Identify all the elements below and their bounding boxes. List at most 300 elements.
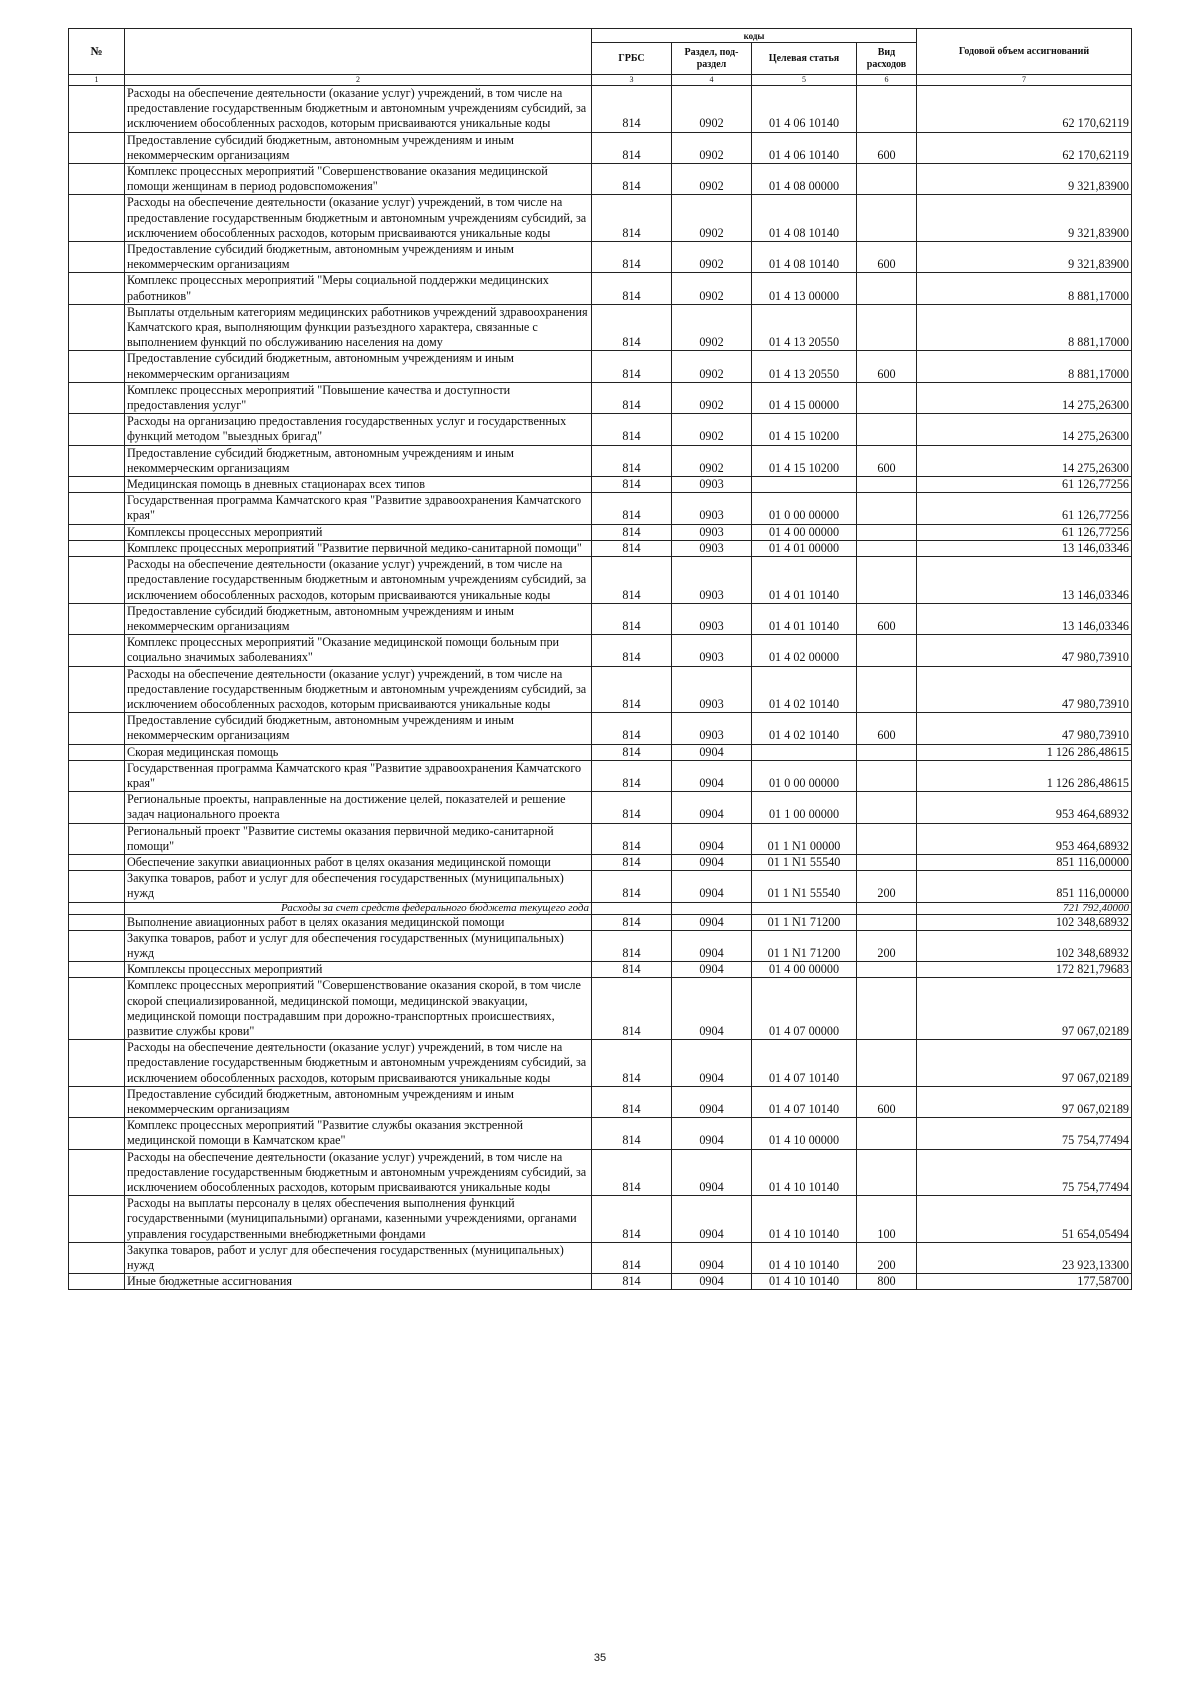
table-row	[69, 978, 1132, 1040]
row-description: Расходы на выплаты персоналу в целях обеспечения выполнения функций государственными (муниципальными) органами, казенными учреждениями, органами управления государственными внебюджетными фондами	[125, 1196, 592, 1243]
row-description: Закупка товаров, работ и услуг для обеспечения государственных (муниципальных) нужд	[125, 1242, 592, 1273]
table-row	[69, 666, 1132, 713]
row-number-cell	[69, 132, 125, 163]
row-annual-amount: 9 321,83900	[917, 164, 1132, 195]
row-target-article: 01 4 15 00000	[752, 382, 857, 413]
row-expense-type: 200	[857, 871, 917, 902]
row-annual-amount: 953 464,68932	[917, 823, 1132, 854]
table-row	[69, 930, 1132, 961]
row-grbs-code: 814	[592, 854, 672, 870]
row-description: Обеспечение закупки авиационных работ в целях оказания медицинской помощи	[125, 854, 592, 870]
row-expense-type	[857, 823, 917, 854]
row-number-cell	[69, 242, 125, 273]
row-description: Расходы на обеспечение деятельности (оказание услуг) учреждений, в том числе на предоставление государственным бюджетным и автономным учреждениям субсидий, за исключением обособленных расходов, которым присваиваются уникальные коды	[125, 557, 592, 604]
row-annual-amount: 62 170,62119	[917, 86, 1132, 133]
header-celevaya: Целевая статья	[752, 43, 857, 75]
row-expense-type	[857, 1118, 917, 1149]
row-razdel-code: 0904	[672, 1242, 752, 1273]
table-header	[69, 29, 1132, 86]
row-description: Расходы на организацию предоставления государственных услуг и государственных функций методом "выездных бригад"	[125, 414, 592, 445]
table-row	[69, 635, 1132, 666]
row-expense-type	[857, 382, 917, 413]
row-grbs-code: 814	[592, 930, 672, 961]
row-annual-amount: 14 275,26300	[917, 382, 1132, 413]
row-annual-amount: 75 754,77494	[917, 1118, 1132, 1149]
row-target-article: 01 1 N1 55540	[752, 871, 857, 902]
row-expense-type	[857, 557, 917, 604]
table-row	[69, 414, 1132, 445]
row-razdel-code	[672, 902, 752, 914]
row-annual-amount: 61 126,77256	[917, 493, 1132, 524]
row-annual-amount: 61 126,77256	[917, 477, 1132, 493]
row-razdel-code: 0904	[672, 1149, 752, 1196]
row-expense-type	[857, 962, 917, 978]
row-grbs-code: 814	[592, 477, 672, 493]
row-razdel-code: 0904	[672, 871, 752, 902]
row-target-article: 01 1 00 00000	[752, 792, 857, 823]
row-number-cell	[69, 477, 125, 493]
row-number-cell	[69, 854, 125, 870]
row-razdel-code: 0902	[672, 132, 752, 163]
row-annual-amount: 8 881,17000	[917, 351, 1132, 382]
row-description: Расходы на обеспечение деятельности (оказание услуг) учреждений, в том числе на предоставление государственным бюджетным и автономным учреждениям субсидий, за исключением обособленных расходов, которым присваиваются уникальные коды	[125, 1040, 592, 1087]
row-annual-amount: 23 923,13300	[917, 1242, 1132, 1273]
row-grbs-code: 814	[592, 914, 672, 930]
row-annual-amount: 13 146,03346	[917, 603, 1132, 634]
row-annual-amount: 97 067,02189	[917, 978, 1132, 1040]
row-target-article: 01 4 01 00000	[752, 540, 857, 556]
header-num: №	[69, 29, 125, 75]
row-expense-type	[857, 635, 917, 666]
table-row	[69, 195, 1132, 242]
budget-table	[68, 28, 1132, 1290]
row-expense-type: 600	[857, 445, 917, 476]
row-target-article: 01 4 10 10140	[752, 1149, 857, 1196]
row-annual-amount: 172 821,79683	[917, 962, 1132, 978]
row-grbs-code: 814	[592, 760, 672, 791]
row-expense-type: 800	[857, 1274, 917, 1290]
row-grbs-code: 814	[592, 635, 672, 666]
row-number-cell	[69, 273, 125, 304]
row-razdel-code: 0903	[672, 557, 752, 604]
row-razdel-code: 0904	[672, 854, 752, 870]
table-row	[69, 760, 1132, 791]
row-description: Расходы на обеспечение деятельности (оказание услуг) учреждений, в том числе на предоставление государственным бюджетным и автономным учреждениям субсидий, за исключением обособленных расходов, которым присваиваются уникальные коды	[125, 666, 592, 713]
table-row	[69, 1149, 1132, 1196]
table-row	[69, 132, 1132, 163]
row-grbs-code: 814	[592, 414, 672, 445]
table-row	[69, 603, 1132, 634]
row-annual-amount: 14 275,26300	[917, 414, 1132, 445]
col-number: 4	[672, 75, 752, 86]
row-expense-type	[857, 978, 917, 1040]
table-row	[69, 164, 1132, 195]
row-grbs-code: 814	[592, 713, 672, 744]
row-expense-type	[857, 914, 917, 930]
row-target-article: 01 4 01 10140	[752, 557, 857, 604]
row-expense-type	[857, 1149, 917, 1196]
row-grbs-code: 814	[592, 86, 672, 133]
row-razdel-code: 0904	[672, 760, 752, 791]
row-number-cell	[69, 524, 125, 540]
row-grbs-code: 814	[592, 1274, 672, 1290]
row-number-cell	[69, 351, 125, 382]
row-description: Комплексы процессных мероприятий	[125, 524, 592, 540]
row-grbs-code: 814	[592, 557, 672, 604]
row-description: Предоставление субсидий бюджетным, автономным учреждениям и иным некоммерческим организациям	[125, 1086, 592, 1117]
row-razdel-code: 0903	[672, 713, 752, 744]
row-description: Скорая медицинская помощь	[125, 744, 592, 760]
row-expense-type: 600	[857, 603, 917, 634]
row-target-article: 01 1 N1 00000	[752, 823, 857, 854]
row-number-cell	[69, 635, 125, 666]
row-number-cell	[69, 930, 125, 961]
row-expense-type	[857, 792, 917, 823]
row-razdel-code: 0903	[672, 666, 752, 713]
row-description: Предоставление субсидий бюджетным, автономным учреждениям и иным некоммерческим организациям	[125, 242, 592, 273]
row-grbs-code: 814	[592, 1118, 672, 1149]
row-number-cell	[69, 1242, 125, 1273]
budget-table-page	[68, 28, 1132, 1290]
row-number-cell	[69, 914, 125, 930]
row-target-article: 01 4 00 00000	[752, 962, 857, 978]
row-razdel-code: 0902	[672, 414, 752, 445]
row-annual-amount: 9 321,83900	[917, 242, 1132, 273]
row-razdel-code: 0904	[672, 978, 752, 1040]
table-row	[69, 273, 1132, 304]
row-annual-amount: 51 654,05494	[917, 1196, 1132, 1243]
row-razdel-code: 0902	[672, 242, 752, 273]
table-row	[69, 744, 1132, 760]
row-razdel-code: 0903	[672, 540, 752, 556]
row-annual-amount: 61 126,77256	[917, 524, 1132, 540]
row-number-cell	[69, 1040, 125, 1087]
row-number-cell	[69, 713, 125, 744]
table-row	[69, 1118, 1132, 1149]
row-description: Закупка товаров, работ и услуг для обеспечения государственных (муниципальных) нужд	[125, 930, 592, 961]
row-expense-type: 200	[857, 930, 917, 961]
col-number: 1	[69, 75, 125, 86]
row-target-article: 01 4 08 10140	[752, 242, 857, 273]
row-expense-type: 600	[857, 351, 917, 382]
row-grbs-code: 814	[592, 304, 672, 351]
row-expense-type: 200	[857, 1242, 917, 1273]
row-target-article: 01 4 10 10140	[752, 1274, 857, 1290]
row-description: Выполнение авиационных работ в целях оказания медицинской помощи	[125, 914, 592, 930]
row-description: Комплекс процессных мероприятий "Оказание медицинской помощи больным при социально значимых заболеваниях"	[125, 635, 592, 666]
row-annual-amount: 14 275,26300	[917, 445, 1132, 476]
row-target-article: 01 4 00 00000	[752, 524, 857, 540]
row-razdel-code: 0902	[672, 445, 752, 476]
row-description: Комплекс процессных мероприятий "Развитие первичной медико-санитарной помощи"	[125, 540, 592, 556]
row-target-article: 01 4 06 10140	[752, 132, 857, 163]
row-number-cell	[69, 414, 125, 445]
row-razdel-code: 0904	[672, 930, 752, 961]
row-grbs-code: 814	[592, 1196, 672, 1243]
row-number-cell	[69, 744, 125, 760]
row-target-article: 01 4 10 00000	[752, 1118, 857, 1149]
row-target-article: 01 4 01 10140	[752, 603, 857, 634]
row-description: Региональный проект "Развитие системы оказания первичной медико-санитарной помощи"	[125, 823, 592, 854]
row-annual-amount: 1 126 286,48615	[917, 744, 1132, 760]
row-number-cell	[69, 962, 125, 978]
row-description: Иные бюджетные ассигнования	[125, 1274, 592, 1290]
col-number: 6	[857, 75, 917, 86]
row-razdel-code: 0902	[672, 86, 752, 133]
row-grbs-code: 814	[592, 132, 672, 163]
table-body	[69, 86, 1132, 1290]
row-number-cell	[69, 382, 125, 413]
row-expense-type	[857, 164, 917, 195]
row-target-article: 01 4 07 00000	[752, 978, 857, 1040]
row-description: Расходы на обеспечение деятельности (оказание услуг) учреждений, в том числе на предоставление государственным бюджетным и автономным учреждениям субсидий, за исключением обособленных расходов, которым присваиваются уникальные коды	[125, 1149, 592, 1196]
row-description: Предоставление субсидий бюджетным, автономным учреждениям и иным некоммерческим организациям	[125, 713, 592, 744]
row-razdel-code: 0903	[672, 477, 752, 493]
row-annual-amount: 851 116,00000	[917, 871, 1132, 902]
row-grbs-code: 814	[592, 1040, 672, 1087]
row-target-article: 01 4 07 10140	[752, 1086, 857, 1117]
table-row	[69, 854, 1132, 870]
row-razdel-code: 0904	[672, 792, 752, 823]
row-annual-amount: 177,58700	[917, 1274, 1132, 1290]
row-annual-amount: 97 067,02189	[917, 1086, 1132, 1117]
row-expense-type	[857, 304, 917, 351]
row-number-cell	[69, 1086, 125, 1117]
row-number-cell	[69, 164, 125, 195]
row-target-article: 01 4 13 20550	[752, 304, 857, 351]
row-annual-amount: 102 348,68932	[917, 914, 1132, 930]
row-razdel-code: 0904	[672, 1274, 752, 1290]
header-codes: коды	[592, 29, 917, 43]
row-grbs-code: 814	[592, 195, 672, 242]
col-number: 5	[752, 75, 857, 86]
row-number-cell	[69, 86, 125, 133]
row-number-cell	[69, 792, 125, 823]
row-expense-type	[857, 760, 917, 791]
row-number-cell	[69, 540, 125, 556]
table-row	[69, 557, 1132, 604]
header-grbs: ГРБС	[592, 43, 672, 75]
row-target-article: 01 4 10 10140	[752, 1242, 857, 1273]
row-number-cell	[69, 1196, 125, 1243]
row-grbs-code: 814	[592, 1242, 672, 1273]
table-row	[69, 1274, 1132, 1290]
row-description: Выплаты отдельным категориям медицинских работников учреждений здравоохранения Камчатского края, выполняющим функции разъездного характера, связанные с выполнением функций по обслуживанию населения на дому	[125, 304, 592, 351]
row-grbs-code: 814	[592, 493, 672, 524]
table-row	[69, 445, 1132, 476]
row-target-article: 01 4 08 00000	[752, 164, 857, 195]
header-vid: Вид расходов	[857, 43, 917, 75]
row-description: Государственная программа Камчатского края "Развитие здравоохранения Камчатского края"	[125, 493, 592, 524]
row-razdel-code: 0904	[672, 962, 752, 978]
row-expense-type: 600	[857, 242, 917, 273]
row-number-cell	[69, 557, 125, 604]
federal-subtotal-row	[69, 902, 1132, 914]
row-description: Комплекс процессных мероприятий "Совершенствование оказания скорой, в том числе скорой специализированной, медицинской помощи, медицинской эвакуации, медицинской помощи пострадавшим при дорожно-транспортных происшествиях, развитие службы крови"	[125, 978, 592, 1040]
row-annual-amount: 13 146,03346	[917, 540, 1132, 556]
row-grbs-code: 814	[592, 273, 672, 304]
row-razdel-code: 0902	[672, 195, 752, 242]
row-grbs-code: 814	[592, 666, 672, 713]
table-row	[69, 382, 1132, 413]
row-number-cell	[69, 871, 125, 902]
row-target-article: 01 4 08 10140	[752, 195, 857, 242]
row-grbs-code	[592, 902, 672, 914]
col-number: 7	[917, 75, 1132, 86]
header-godovoy: Годовой объем ассигнований	[917, 29, 1132, 75]
row-grbs-code: 814	[592, 382, 672, 413]
row-description: Комплекс процессных мероприятий "Повышение качества и доступности предоставления услуг"	[125, 382, 592, 413]
row-description: Предоставление субсидий бюджетным, автономным учреждениям и иным некоммерческим организациям	[125, 132, 592, 163]
row-annual-amount: 97 067,02189	[917, 1040, 1132, 1087]
row-description: Комплекс процессных мероприятий "Меры социальной поддержки медицинских работников"	[125, 273, 592, 304]
row-razdel-code: 0903	[672, 635, 752, 666]
row-expense-type: 600	[857, 1086, 917, 1117]
row-description: Государственная программа Камчатского края "Развитие здравоохранения Камчатского края"	[125, 760, 592, 791]
table-row	[69, 914, 1132, 930]
row-number-cell	[69, 195, 125, 242]
row-expense-type	[857, 273, 917, 304]
table-row	[69, 493, 1132, 524]
row-annual-amount: 47 980,73910	[917, 635, 1132, 666]
row-number-cell	[69, 978, 125, 1040]
table-row	[69, 1242, 1132, 1273]
row-description: Расходы за счет средств федерального бюджета текущего года	[125, 902, 592, 914]
page-number: 35	[593, 1652, 607, 1664]
row-description: Медицинская помощь в дневных стационарах всех типов	[125, 477, 592, 493]
row-number-cell	[69, 1274, 125, 1290]
row-target-article: 01 1 N1 55540	[752, 854, 857, 870]
row-target-article: 01 4 07 10140	[752, 1040, 857, 1087]
row-annual-amount: 851 116,00000	[917, 854, 1132, 870]
col-number: 3	[592, 75, 672, 86]
row-annual-amount: 721 792,40000	[917, 902, 1132, 914]
row-target-article: 01 4 02 10140	[752, 713, 857, 744]
table-row	[69, 86, 1132, 133]
row-grbs-code: 814	[592, 823, 672, 854]
col-number: 2	[125, 75, 592, 86]
row-expense-type: 600	[857, 713, 917, 744]
row-grbs-code: 814	[592, 351, 672, 382]
row-expense-type	[857, 854, 917, 870]
row-target-article	[752, 744, 857, 760]
row-description: Региональные проекты, направленные на достижение целей, показателей и решение задач национального проекта	[125, 792, 592, 823]
row-target-article: 01 4 10 10140	[752, 1196, 857, 1243]
row-expense-type	[857, 414, 917, 445]
row-description: Комплекс процессных мероприятий "Совершенствование оказания медицинской помощи женщинам в период родовспоможения"	[125, 164, 592, 195]
row-description: Предоставление субсидий бюджетным, автономным учреждениям и иным некоммерческим организациям	[125, 603, 592, 634]
row-expense-type	[857, 540, 917, 556]
row-expense-type	[857, 195, 917, 242]
row-number-cell	[69, 666, 125, 713]
row-description: Комплекс процессных мероприятий "Развитие службы оказания экстренной медицинской помощи в Камчатском крае"	[125, 1118, 592, 1149]
header-desc	[125, 29, 592, 75]
row-grbs-code: 814	[592, 603, 672, 634]
row-razdel-code: 0904	[672, 1086, 752, 1117]
table-row	[69, 713, 1132, 744]
row-expense-type	[857, 493, 917, 524]
header-razdel: Раздел, под-раздел	[672, 43, 752, 75]
row-number-cell	[69, 1149, 125, 1196]
row-razdel-code: 0904	[672, 823, 752, 854]
row-target-article	[752, 902, 857, 914]
row-annual-amount: 9 321,83900	[917, 195, 1132, 242]
table-row	[69, 1040, 1132, 1087]
table-row	[69, 1086, 1132, 1117]
row-number-cell	[69, 603, 125, 634]
table-row	[69, 304, 1132, 351]
row-grbs-code: 814	[592, 242, 672, 273]
row-annual-amount: 47 980,73910	[917, 666, 1132, 713]
row-annual-amount: 62 170,62119	[917, 132, 1132, 163]
row-target-article: 01 4 13 00000	[752, 273, 857, 304]
row-annual-amount: 8 881,17000	[917, 273, 1132, 304]
row-razdel-code: 0902	[672, 382, 752, 413]
row-annual-amount: 102 348,68932	[917, 930, 1132, 961]
row-target-article: 01 4 15 10200	[752, 445, 857, 476]
row-expense-type	[857, 902, 917, 914]
row-description: Предоставление субсидий бюджетным, автономным учреждениям и иным некоммерческим организациям	[125, 445, 592, 476]
row-razdel-code: 0904	[672, 1040, 752, 1087]
row-target-article: 01 0 00 00000	[752, 493, 857, 524]
row-annual-amount: 953 464,68932	[917, 792, 1132, 823]
table-row	[69, 1196, 1132, 1243]
row-grbs-code: 814	[592, 1086, 672, 1117]
row-razdel-code: 0904	[672, 744, 752, 760]
row-description: Расходы на обеспечение деятельности (оказание услуг) учреждений, в том числе на предоставление государственным бюджетным и автономным учреждениям субсидий, за исключением обособленных расходов, которым присваиваются уникальные коды	[125, 86, 592, 133]
row-target-article: 01 4 02 10140	[752, 666, 857, 713]
row-number-cell	[69, 902, 125, 914]
row-expense-type	[857, 744, 917, 760]
row-target-article: 01 4 13 20550	[752, 351, 857, 382]
table-row	[69, 540, 1132, 556]
table-row	[69, 792, 1132, 823]
row-target-article: 01 1 N1 71200	[752, 930, 857, 961]
row-grbs-code: 814	[592, 792, 672, 823]
row-number-cell	[69, 304, 125, 351]
row-razdel-code: 0902	[672, 304, 752, 351]
row-razdel-code: 0903	[672, 603, 752, 634]
row-expense-type	[857, 666, 917, 713]
row-expense-type	[857, 477, 917, 493]
row-target-article: 01 4 15 10200	[752, 414, 857, 445]
row-target-article: 01 0 00 00000	[752, 760, 857, 791]
table-row	[69, 962, 1132, 978]
table-row	[69, 524, 1132, 540]
row-grbs-code: 814	[592, 445, 672, 476]
row-target-article: 01 1 N1 71200	[752, 914, 857, 930]
row-grbs-code: 814	[592, 524, 672, 540]
row-annual-amount: 47 980,73910	[917, 713, 1132, 744]
row-grbs-code: 814	[592, 164, 672, 195]
row-razdel-code: 0903	[672, 493, 752, 524]
row-description: Предоставление субсидий бюджетным, автономным учреждениям и иным некоммерческим организациям	[125, 351, 592, 382]
row-target-article	[752, 477, 857, 493]
row-expense-type	[857, 86, 917, 133]
row-number-cell	[69, 1118, 125, 1149]
row-grbs-code: 814	[592, 540, 672, 556]
row-razdel-code: 0903	[672, 524, 752, 540]
row-annual-amount: 8 881,17000	[917, 304, 1132, 351]
row-razdel-code: 0902	[672, 164, 752, 195]
row-expense-type	[857, 1040, 917, 1087]
row-razdel-code: 0904	[672, 914, 752, 930]
row-annual-amount: 75 754,77494	[917, 1149, 1132, 1196]
row-description: Расходы на обеспечение деятельности (оказание услуг) учреждений, в том числе на предоставление государственным бюджетным и автономным учреждениям субсидий, за исключением обособленных расходов, которым присваиваются уникальные коды	[125, 195, 592, 242]
row-annual-amount: 1 126 286,48615	[917, 760, 1132, 791]
row-description: Закупка товаров, работ и услуг для обеспечения государственных (муниципальных) нужд	[125, 871, 592, 902]
row-grbs-code: 814	[592, 744, 672, 760]
